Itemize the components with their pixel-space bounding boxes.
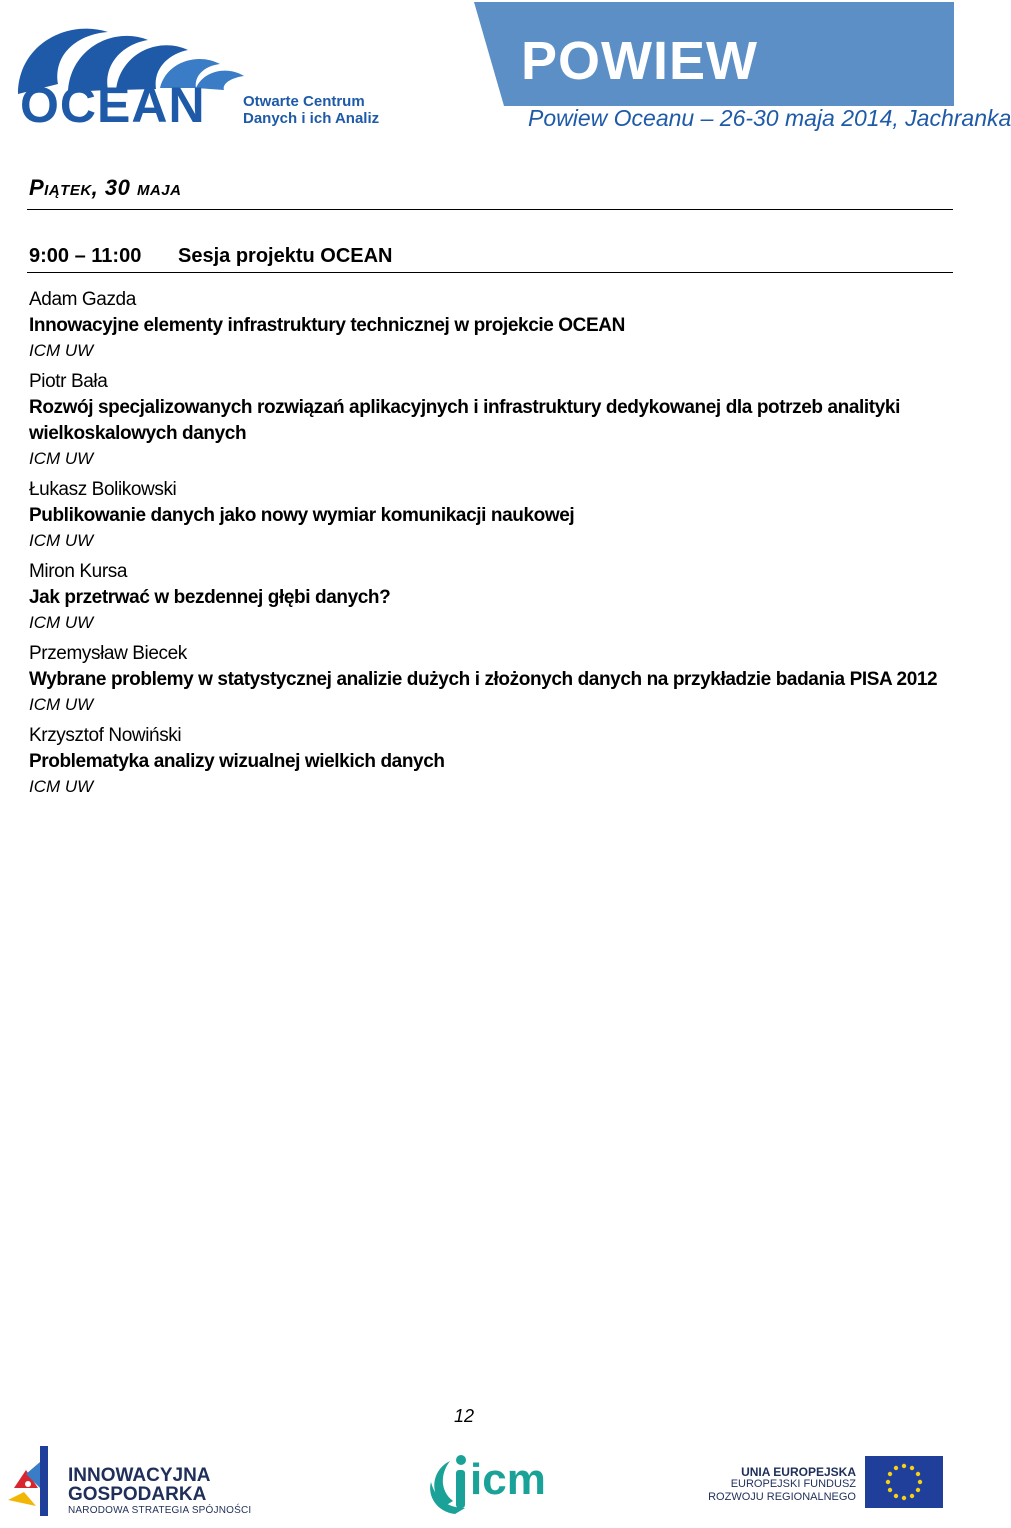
page-number: 12 <box>454 1406 475 1426</box>
talk-list <box>29 287 939 805</box>
session-heading <box>29 245 393 268</box>
talk-affiliation: ICM UW <box>29 613 94 632</box>
talk-title: Rozwój specjalizowanych rozwiązań aplikacyjnych i infrastruktury dedykowanej dla potrzeb analityki wielkoskalowych danych <box>29 397 900 444</box>
talk-title: Innowacyjne elementy infrastruktury technicznej w projekcie OCEAN <box>29 315 625 336</box>
talk-affiliation: ICM UW <box>29 531 94 550</box>
eu-flag-icon <box>865 1456 943 1508</box>
divider <box>27 272 953 273</box>
talk-speaker: Adam Gazda <box>29 289 136 310</box>
session-name: Sesja projektu OCEAN <box>178 245 393 267</box>
talk-speaker: Piotr Bała <box>29 371 108 392</box>
talk-item <box>29 369 939 471</box>
footer-ig-line3: NARODOWA STRATEGIA SPÓJNOŚCI <box>68 1505 252 1516</box>
talk-title: Jak przetrwać w bezdennej głębi danych? <box>29 587 391 608</box>
day-heading: Piątek, 30 maja <box>29 175 182 200</box>
talk-title: Problematyka analizy wizualnej wielkich danych <box>29 751 445 772</box>
talk-item <box>29 287 939 363</box>
talk-affiliation: ICM UW <box>29 695 94 714</box>
talk-affiliation: ICM UW <box>29 449 94 468</box>
talk-affiliation: ICM UW <box>29 777 94 796</box>
icm-logo-text: icm <box>470 1455 546 1504</box>
talk-item <box>29 641 939 717</box>
ocean-subtitle-line2: Danych i ich Analiz <box>243 110 380 127</box>
footer-eu-line1: UNIA EUROPEJSKA <box>741 1465 856 1479</box>
footer-eu-line3: ROZWOJU REGIONALNEGO <box>708 1491 856 1503</box>
talk-item <box>29 559 939 635</box>
footer-ig-line1: INNOWACYJNA <box>68 1465 211 1486</box>
powiew-subtitle: Powiew Oceanu – 26-30 maja 2014, Jachranka <box>528 105 1011 131</box>
talk-speaker: Przemysław Biecek <box>29 643 187 664</box>
divider <box>27 209 953 210</box>
talk-speaker: Miron Kursa <box>29 561 128 582</box>
talk-speaker: Łukasz Bolikowski <box>29 479 177 500</box>
footer-ig-line2: GOSPODARKA <box>68 1484 207 1505</box>
session-time: 9:00 – 11:00 <box>29 245 142 267</box>
talk-affiliation: ICM UW <box>29 341 94 360</box>
talk-title: Wybrane problemy w statystycznej analizie dużych i złożonych danych na przykładzie badania PISA 2012 <box>29 669 938 690</box>
talk-item <box>29 477 939 553</box>
footer-eu-line2: EUROPEJSKI FUNDUSZ <box>730 1478 856 1490</box>
powiew-logo-text: POWIEW <box>521 31 758 91</box>
talk-item <box>29 723 939 799</box>
talk-title: Publikowanie danych jako nowy wymiar komunikacji naukowej <box>29 505 575 526</box>
talk-speaker: Krzysztof Nowiński <box>29 725 182 746</box>
ocean-logo-text: OCEAN <box>20 77 206 133</box>
ocean-subtitle-line1: Otwarte Centrum <box>243 93 365 110</box>
ocean-logo-subtitle <box>243 93 379 127</box>
